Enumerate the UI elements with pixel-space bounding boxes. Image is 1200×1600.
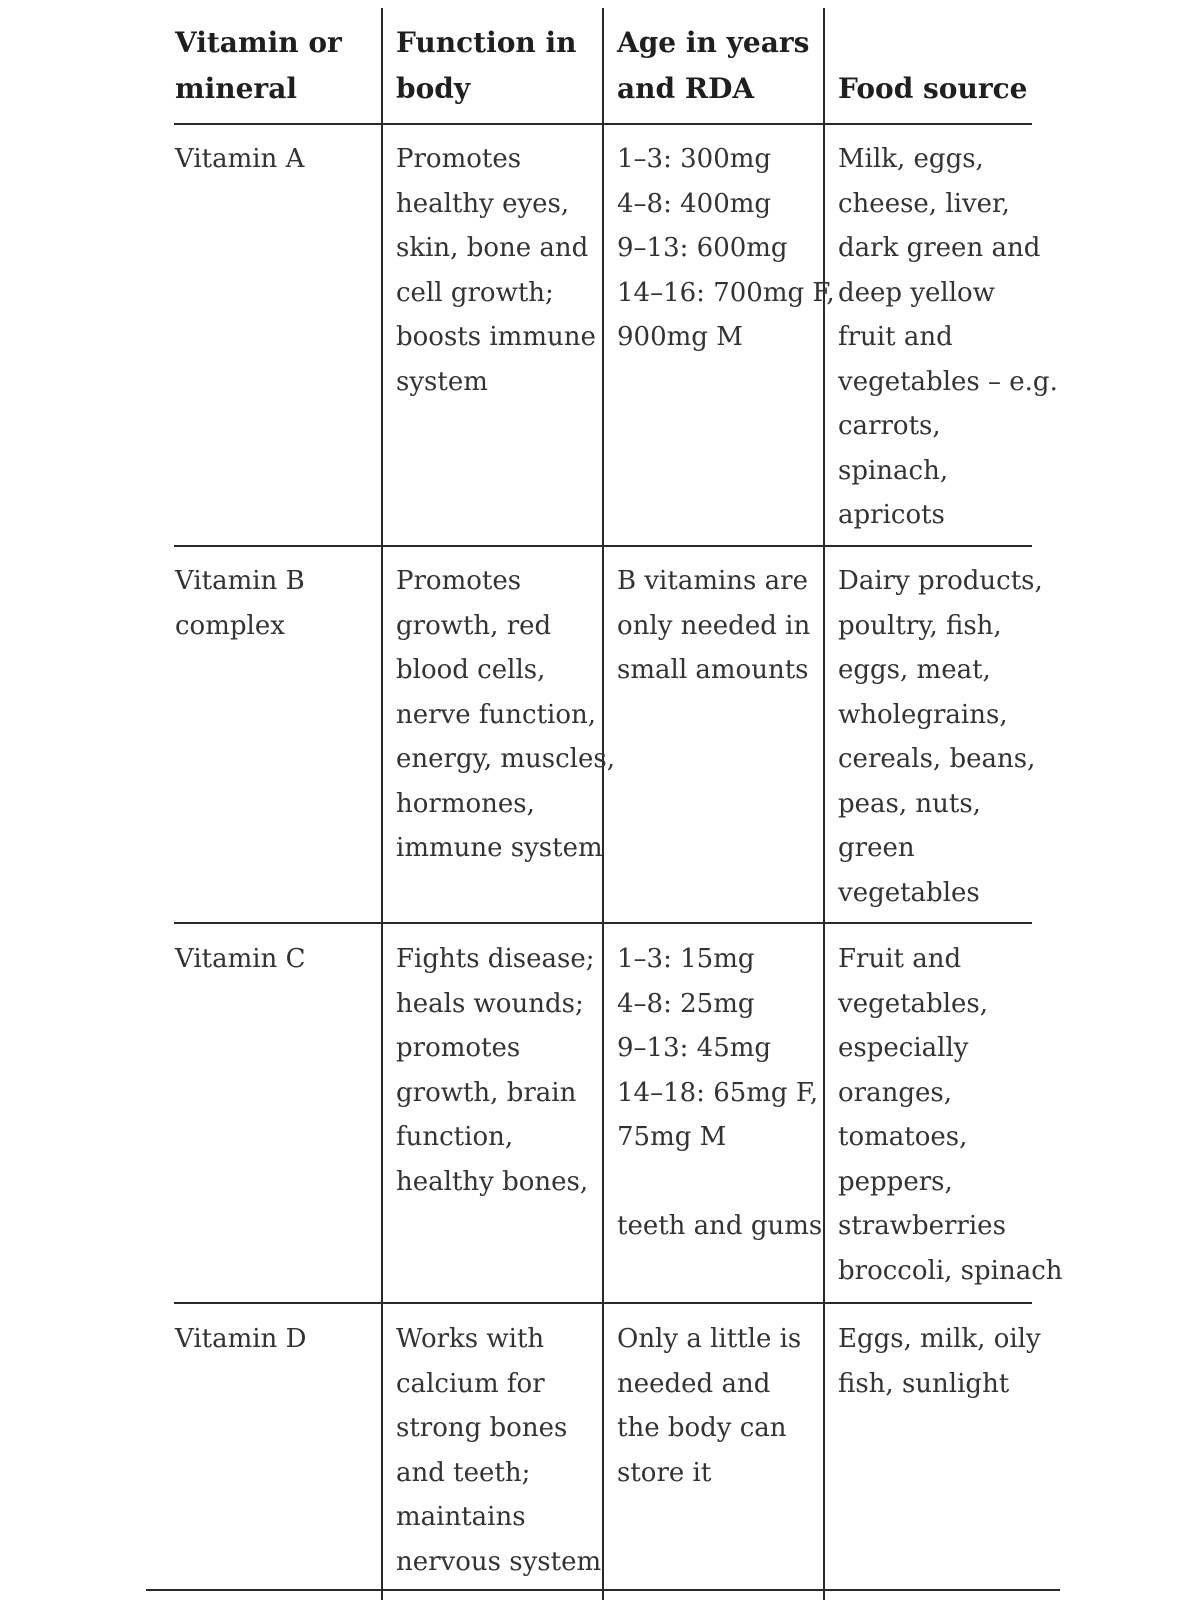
row-vitamin-d-food: Eggs, milk, oily fish, sunlight: [838, 1324, 1041, 1399]
row-vitamin-a-name: Vitamin A: [175, 144, 305, 174]
row-vitamin-a-food: Milk, eggs, cheese, liver, dark green and deep yellow fruit and vegetables – e.g. carrots, spinach, apricots: [838, 144, 1058, 530]
row-vitamin-c-food: Fruit and vegetables, especially oranges, tomatoes, peppers, strawberries broccoli, spinach: [838, 944, 1063, 1286]
row-vitamin-b-name: Vitamin B complex: [175, 566, 305, 641]
table-bottom-border: [146, 1589, 1060, 1591]
header-vitamin: Vitamin or mineral: [175, 26, 342, 105]
row-divider: [174, 1302, 1032, 1304]
row-vitamin-a-rda: 1–3: 300mg 4–8: 400mg 9–13: 600mg 14–16: 700mg F, 900mg M: [617, 144, 835, 352]
row-vitamin-b-function: Promotes growth, red blood cells, nerve function, energy, muscles, hormones, immune system: [396, 566, 615, 863]
header-function: Function in body: [396, 26, 577, 105]
row-vitamin-b-food: Dairy products, poultry, fish, eggs, meat, wholegrains, cereals, beans, peas, nuts, green vegetables: [838, 566, 1043, 908]
header-rda: Age in years and RDA: [617, 26, 810, 105]
row-vitamin-d-name: Vitamin D: [175, 1324, 307, 1354]
row-vitamin-c-function: Fights disease; heals wounds; promotes growth, brain function, healthy bones,: [396, 944, 595, 1197]
column-divider: [381, 8, 383, 1600]
row-divider: [174, 922, 1032, 924]
header-food: Food source: [838, 72, 1028, 105]
row-vitamin-c-name: Vitamin C: [175, 944, 306, 974]
row-vitamin-c-rda: 1–3: 15mg 4–8: 25mg 9–13: 45mg 14–18: 65mg F, 75mg M teeth and gums: [617, 944, 823, 1241]
row-vitamin-d-function: Works with calcium for strong bones and teeth; maintains nervous system: [396, 1324, 602, 1577]
row-divider: [174, 545, 1032, 547]
row-vitamin-d-rda: Only a little is needed and the body can store it: [617, 1324, 802, 1488]
row-vitamin-a-function: Promotes healthy eyes, skin, bone and cell growth; boosts immune system: [396, 144, 596, 397]
row-vitamin-b-rda: B vitamins are only needed in small amounts: [617, 566, 811, 685]
header-divider: [174, 123, 1032, 125]
